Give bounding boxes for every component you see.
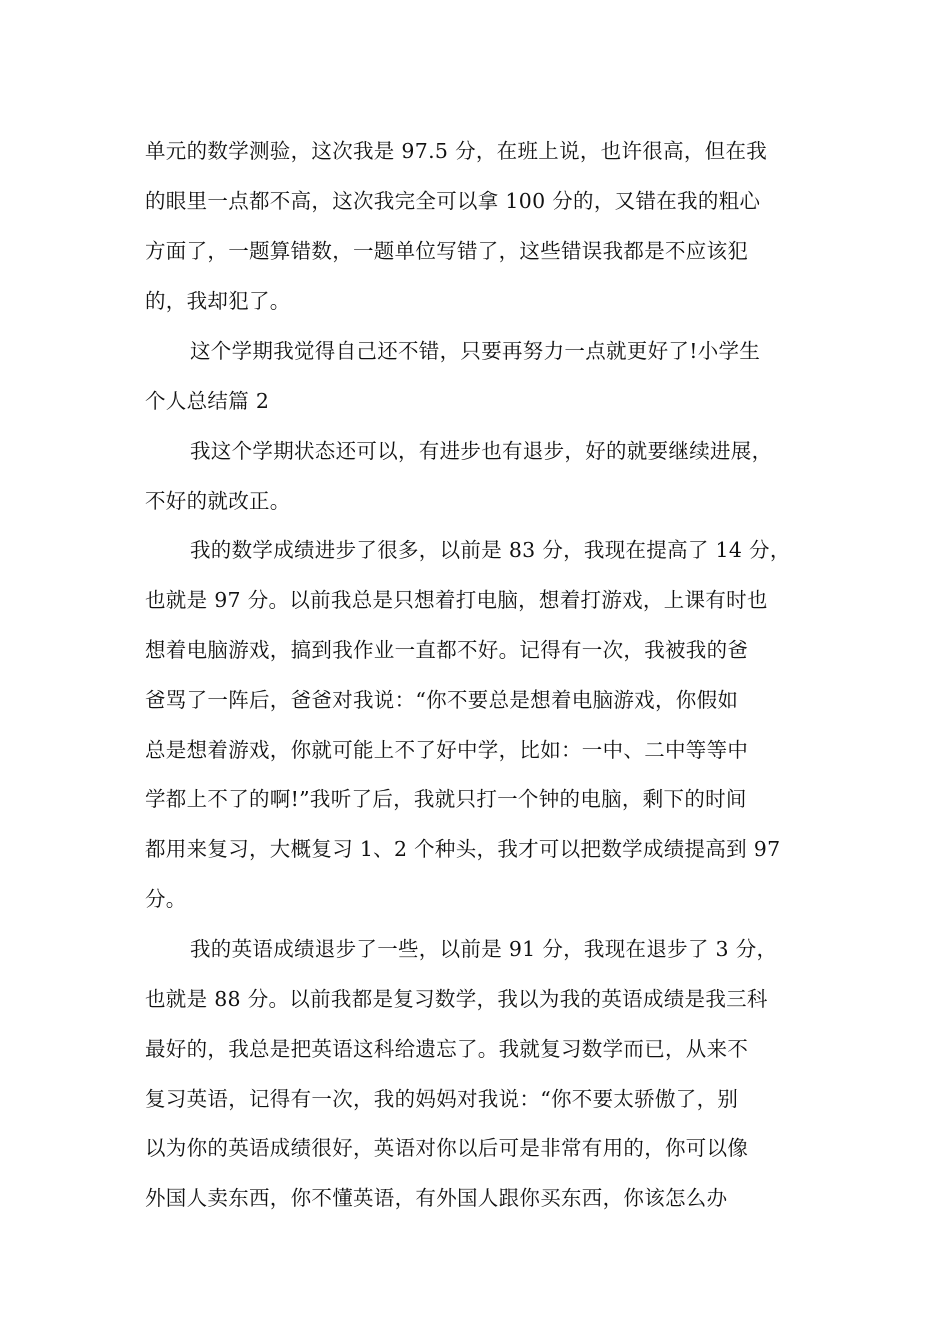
text-line: 我这个学期状态还可以，有进步也有退步，好的就要继续进展，: [190, 439, 773, 463]
text-line: 复习英语，记得有一次，我的妈妈对我说：“你不要太骄傲了，别: [145, 1087, 739, 1111]
text-line: 的眼里一点都不高，这次我完全可以拿 100 分的，又错在我的粗心: [145, 189, 761, 213]
text-line: 方面了，一题算错数，一题单位写错了，这些错误我都是不应该犯: [145, 239, 749, 263]
text-line: 也就是 88 分。以前我都是复习数学，我以为我的英语成绩是我三科: [145, 987, 768, 1011]
text-line: 都用来复习，大概复习 1、2 个种头，我才可以把数学成绩提高到 97: [145, 837, 781, 861]
text-line: 总是想着游戏，你就可能上不了好中学，比如：一中、二中等等中: [145, 738, 749, 762]
text-line: 以为你的英语成绩很好，英语对你以后可是非常有用的，你可以像: [145, 1136, 749, 1160]
text-line: 这个学期我觉得自己还不错，只要再努力一点就更好了!小学生: [190, 339, 761, 363]
text-line: 最好的，我总是把英语这科给遗忘了。我就复习数学而已，从来不: [145, 1037, 749, 1061]
text-line: 不好的就改正。: [145, 489, 291, 513]
text-line: 爸骂了一阵后，爸爸对我说：“你不要总是想着电脑游戏，你假如: [145, 688, 739, 712]
text-line: 的，我却犯了。: [145, 289, 291, 313]
text-line: 我的数学成绩进步了很多，以前是 83 分，我现在提高了 14 分，: [190, 538, 791, 562]
text-line: 我的英语成绩退步了一些，以前是 91 分，我现在退步了 3 分，: [190, 937, 778, 961]
text-line: 想着电脑游戏，搞到我作业一直都不好。记得有一次，我被我的爸: [145, 638, 749, 662]
text-line: 分。: [145, 887, 187, 911]
text-line: 学都上不了的啊!”我听了后，我就只打一个钟的电脑，剩下的时间: [145, 787, 747, 811]
text-line: 个人总结篇 2: [145, 389, 270, 413]
text-line: 外国人卖东西，你不懂英语，有外国人跟你买东西，你该怎么办: [145, 1186, 728, 1210]
text-line: 单元的数学测验，这次我是 97.5 分，在班上说，也许很高，但在我: [145, 139, 768, 163]
text-line: 也就是 97 分。以前我总是只想着打电脑，想着打游戏，上课有时也: [145, 588, 768, 612]
